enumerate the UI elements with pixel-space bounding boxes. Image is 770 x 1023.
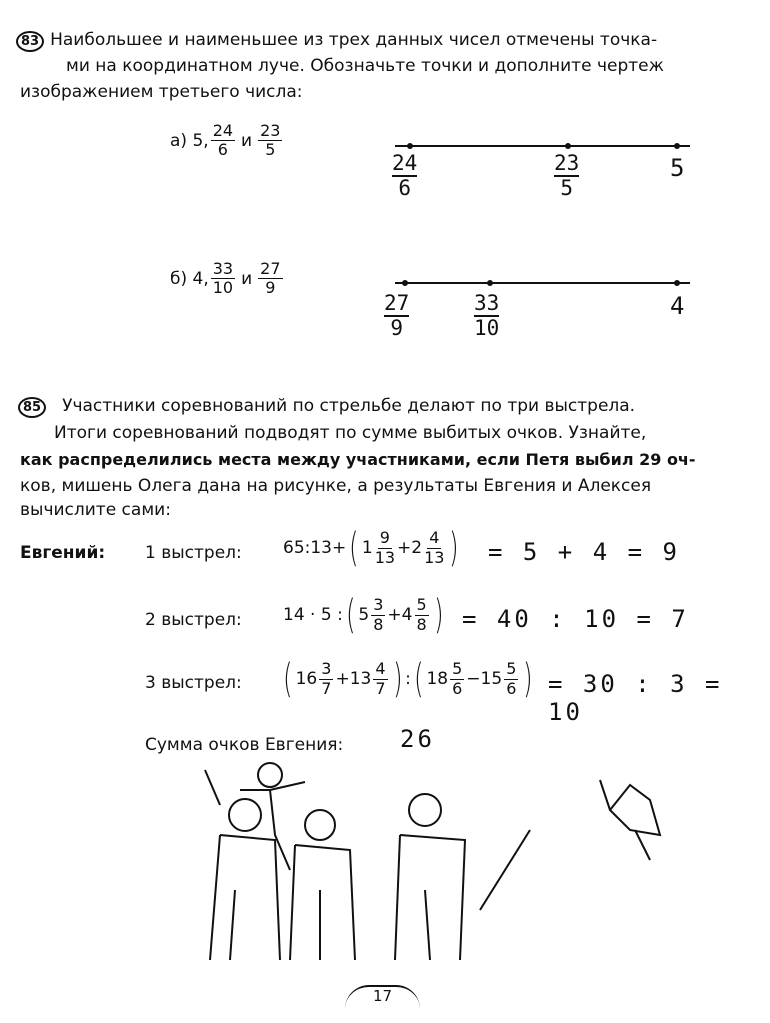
problem-85-line3: как распределились места между участниками, если Петя выбил 29 оч- xyxy=(20,450,696,469)
hand-mark: 4 xyxy=(670,292,688,320)
boys-illustration xyxy=(180,760,700,975)
whole: 5 xyxy=(358,605,370,625)
num: 3 xyxy=(373,595,384,615)
hand-mark xyxy=(384,292,409,340)
num: 4 xyxy=(429,528,440,548)
page-number: 17 xyxy=(345,985,420,1009)
num: 23 xyxy=(260,121,281,140)
text: 65:13+ xyxy=(283,538,347,558)
hand-mark: 5 xyxy=(670,154,688,182)
den: 8 xyxy=(373,614,384,634)
task-a-numbers xyxy=(170,122,284,160)
num: 4 xyxy=(375,659,386,679)
problem-85-line2: Итоги соревнований подводят по сумме выбитых очков. Узнайте, xyxy=(54,423,647,443)
num: 23 xyxy=(554,152,579,177)
task-b-numbers xyxy=(170,260,285,298)
problem-number: 85 xyxy=(18,397,46,418)
whole: 16 xyxy=(295,669,318,689)
den: 7 xyxy=(321,678,332,698)
and: и xyxy=(241,268,253,289)
num: 27 xyxy=(260,259,281,278)
hand-answer: = 40 : 10 = 7 xyxy=(462,605,689,633)
and: и xyxy=(241,130,253,151)
shot-3-label: 3 выстрел: xyxy=(145,673,242,693)
den: 9 xyxy=(265,278,276,298)
point xyxy=(565,143,571,149)
fraction xyxy=(258,122,282,160)
whole: 18 xyxy=(426,669,449,689)
point xyxy=(407,143,413,149)
num: 5 xyxy=(452,659,463,679)
shot-2-label: 2 выстрел: xyxy=(145,610,242,630)
op: + xyxy=(387,605,402,625)
den: 6 xyxy=(506,678,517,698)
text: 14 · 5 : xyxy=(283,605,343,625)
num: 9 xyxy=(379,528,390,548)
sum-label: Сумма очков Евгения: xyxy=(145,735,344,755)
whole: 2 xyxy=(411,538,423,558)
hand-mark xyxy=(554,152,579,200)
fraction xyxy=(211,260,235,298)
fraction xyxy=(258,260,282,298)
problem-85-line1 xyxy=(18,396,635,418)
hand-mark xyxy=(392,152,417,200)
op: + xyxy=(397,538,412,558)
den: 10 xyxy=(474,316,500,341)
num: 3 xyxy=(321,659,332,679)
fraction xyxy=(211,122,235,160)
sum-value: 26 xyxy=(400,725,435,753)
shot-1-label: 1 выстрел: xyxy=(145,543,242,563)
den: 5 xyxy=(265,140,276,160)
point xyxy=(674,143,680,149)
num: 5 xyxy=(506,659,517,679)
den: 8 xyxy=(416,614,427,634)
problem-85-line4: ков, мишень Олега дана на рисунке, а результаты Евгения и Алексея xyxy=(20,476,652,496)
den: 6 xyxy=(217,140,228,160)
num: 33 xyxy=(474,292,499,317)
den: 7 xyxy=(375,678,386,698)
point xyxy=(487,280,493,286)
problem-83-line3: изображением третьего числа: xyxy=(20,82,303,102)
whole: 15 xyxy=(480,669,503,689)
hand-mark xyxy=(474,292,499,340)
den: 13 xyxy=(424,547,445,567)
shot-3-expression: ( 16 $\frac{3}{7}$ + 13 $\frac{4}{7}$ ) : ( 18 $\frac{5}{6}$ − 15 $\frac{5}{6}$ ) xyxy=(283,656,533,702)
num: 24 xyxy=(392,152,417,177)
whole: 1 xyxy=(361,538,373,558)
hand-answer: = 5 + 4 = 9 xyxy=(488,538,680,566)
den: 6 xyxy=(398,176,411,201)
number-line-a xyxy=(395,145,690,147)
den: 10 xyxy=(212,278,234,298)
point xyxy=(402,280,408,286)
point xyxy=(674,280,680,286)
shot-2-expression: 14 · 5 : ( 5 $\frac{3}{8}$ + 4 $\frac{5}{8}$ ) xyxy=(283,592,444,638)
num: 5 xyxy=(416,595,427,615)
num: 24 xyxy=(212,121,234,140)
whole: 4 xyxy=(401,605,413,625)
den: 6 xyxy=(452,678,463,698)
num: 27 xyxy=(384,292,409,317)
number-line-b xyxy=(395,282,690,284)
shot-1-expression: 65:13+ ( 1 $\frac{9}{13}$ + 2 $\frac{4}{13}$ ) xyxy=(283,525,459,571)
participant-name: Евгений: xyxy=(20,543,106,563)
hand-answer: = 30 : 3 = 10 xyxy=(548,670,723,726)
label: а) 5, xyxy=(170,130,209,151)
problem-number: 83 xyxy=(16,31,44,52)
num: 33 xyxy=(212,259,234,278)
label: б) 4, xyxy=(170,268,209,289)
text: Наибольшее и наименьшее из трех данных чисел отмечены точка- xyxy=(50,30,658,50)
den: 13 xyxy=(374,547,396,567)
text: Участники соревнований по стрельбе делают по три выстрела. xyxy=(62,396,636,416)
whole: 13 xyxy=(349,669,372,689)
op: : xyxy=(405,669,411,689)
problem-83-line2: ми на координатном луче. Обозначьте точки и дополните чертеж xyxy=(66,56,664,76)
op: − xyxy=(466,669,481,689)
problem-83-line1 xyxy=(16,30,657,52)
op: + xyxy=(335,669,350,689)
den: 5 xyxy=(560,176,573,201)
den: 9 xyxy=(390,316,403,341)
problem-85-line5: вычислите сами: xyxy=(20,500,171,520)
